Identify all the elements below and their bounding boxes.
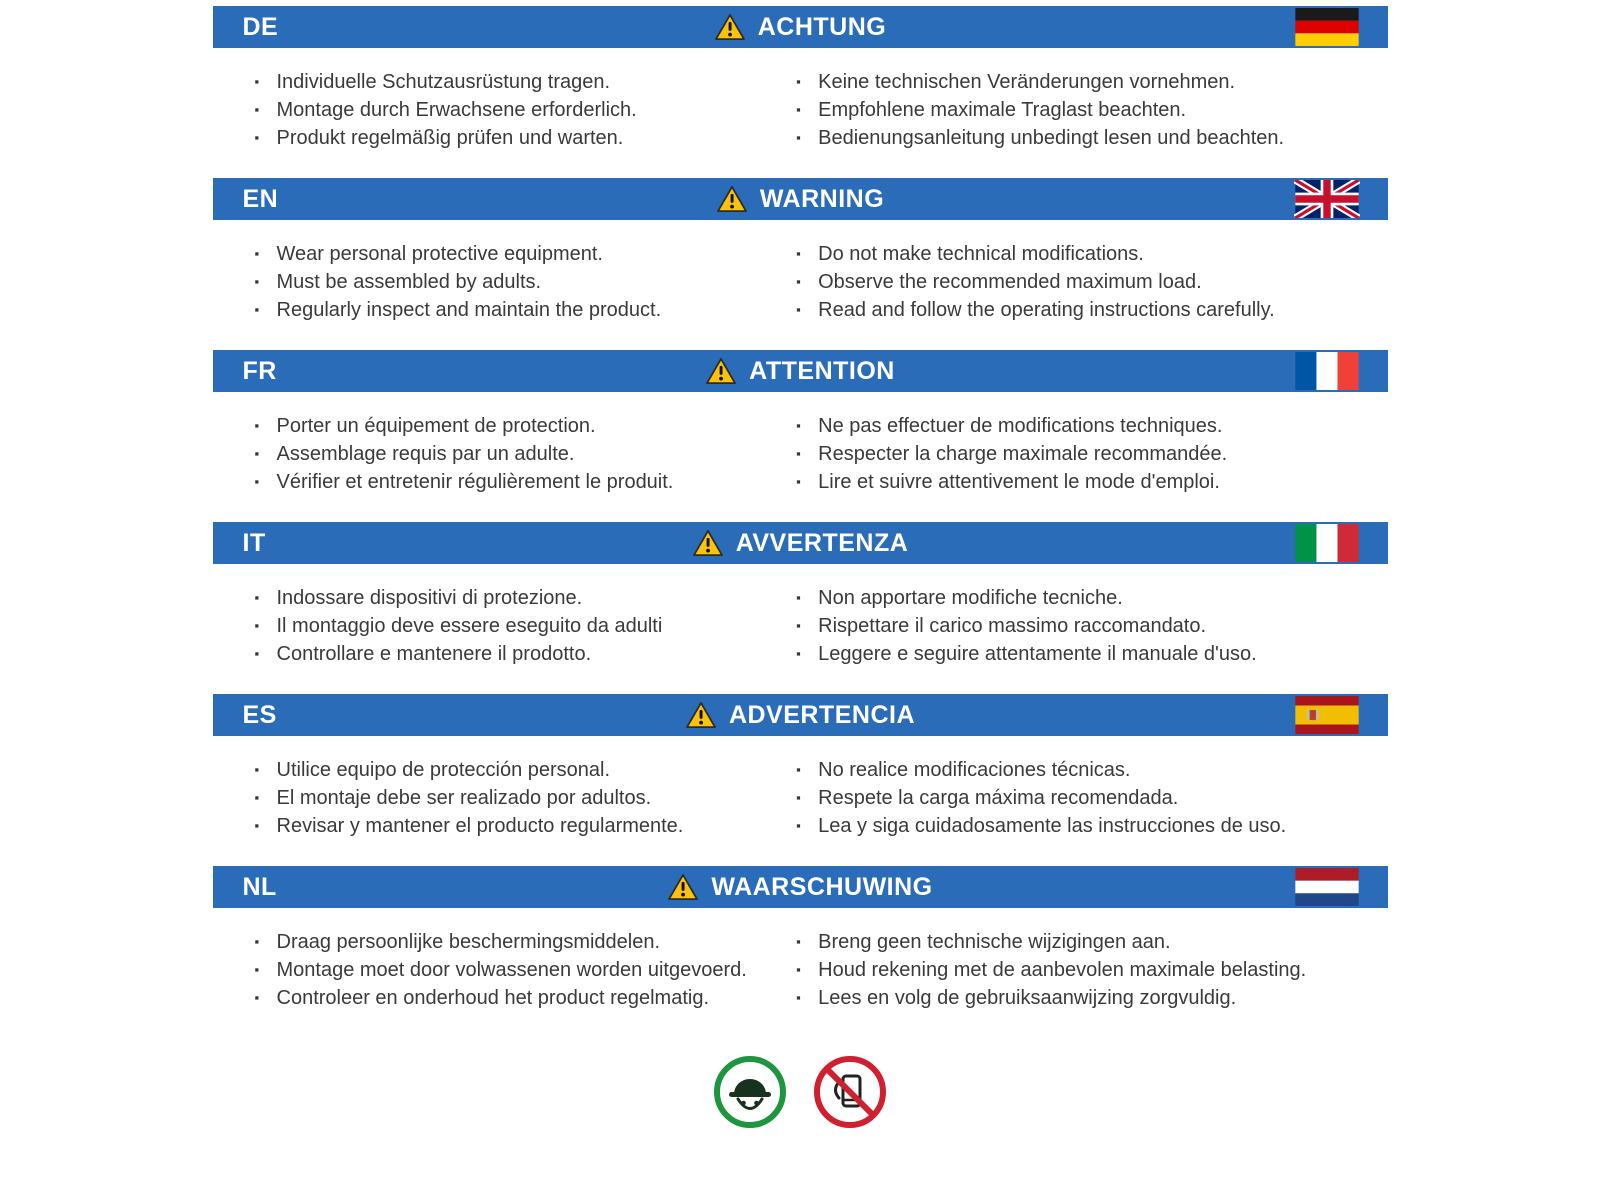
section-bullets bbox=[213, 220, 1388, 350]
bullet-item: ▪ Revisar y mantener el producto regularmente. bbox=[255, 812, 795, 840]
bullet-item: ▪ Empfohlene maximale Traglast beachten. bbox=[796, 96, 1387, 124]
bullet-item: ▪ Assemblage requis par un adulte. bbox=[255, 440, 795, 468]
bullet-item: ▪ Utilice equipo de protección personal. bbox=[255, 756, 795, 784]
section-de bbox=[213, 6, 1388, 178]
bullet-item: ▪ Porter un équipement de protection. bbox=[255, 412, 795, 440]
bullet-item: ▪ Vérifier et entretenir régulièrement le produit. bbox=[255, 468, 795, 496]
bullet-item: ▪ Montage durch Erwachsene erforderlich. bbox=[255, 96, 795, 124]
section-title bbox=[667, 873, 932, 902]
language-code: NL bbox=[242, 872, 277, 901]
uk-flag-icon bbox=[1294, 180, 1360, 218]
bullet-item: ▪ Produkt regelmäßig prüfen und warten. bbox=[255, 124, 795, 152]
bullet-item: ▪ Keine technischen Veränderungen vornehmen. bbox=[796, 68, 1387, 96]
bullet-item: ▪ Draag persoonlijke beschermingsmiddelen. bbox=[255, 928, 795, 956]
section-nl bbox=[213, 866, 1388, 1038]
bullet-item: ▪ Bedienungsanleitung unbedingt lesen und beachten. bbox=[796, 124, 1387, 152]
bullet-item: ▪ Leggere e seguire attentamente il manuale d'uso. bbox=[796, 640, 1387, 668]
bullet-item: ▪ Controleer en onderhoud het product regelmatig. bbox=[255, 984, 795, 1012]
warning-triangle-icon bbox=[716, 185, 748, 213]
section-title bbox=[705, 357, 895, 386]
section-bullets bbox=[213, 48, 1388, 178]
germany-flag-icon bbox=[1294, 8, 1360, 46]
warning-word: WARNING bbox=[759, 184, 885, 213]
warning-triangle-icon bbox=[692, 529, 724, 557]
safety-pictograms bbox=[213, 1054, 1388, 1130]
section-en bbox=[213, 178, 1388, 350]
bullet-item: ▪ Read and follow the operating instructions carefully. bbox=[796, 296, 1387, 324]
spain-flag-icon bbox=[1294, 696, 1360, 734]
bullet-item: ▪ Il montaggio deve essere eseguito da adulti bbox=[255, 612, 795, 640]
section-bullets bbox=[213, 564, 1388, 694]
section-header bbox=[213, 866, 1388, 908]
bullet-item: ▪ Regularly inspect and maintain the product. bbox=[255, 296, 795, 324]
section-title bbox=[714, 13, 887, 42]
bullet-item: ▪ Breng geen technische wijzigingen aan. bbox=[796, 928, 1387, 956]
bullet-item: ▪ Respecter la charge maximale recommandée. bbox=[796, 440, 1387, 468]
italy-flag-icon bbox=[1294, 524, 1360, 562]
warning-word: ACHTUNG bbox=[757, 12, 887, 41]
bullet-item: ▪ Indossare dispositivi di protezione. bbox=[255, 584, 795, 612]
warning-triangle-icon bbox=[705, 357, 737, 385]
warning-word: ATTENTION bbox=[749, 356, 895, 385]
section-header bbox=[213, 694, 1388, 736]
netherlands-flag-icon bbox=[1294, 868, 1360, 906]
language-code: EN bbox=[242, 184, 279, 213]
wear-helmet-mandatory-icon bbox=[712, 1054, 788, 1130]
france-flag-icon bbox=[1294, 352, 1360, 390]
multilingual-warning-sheet bbox=[213, 0, 1388, 1130]
bullet-item: ▪ Do not make technical modifications. bbox=[796, 240, 1387, 268]
section-header bbox=[213, 522, 1388, 564]
warning-word: AVVERTENZA bbox=[735, 528, 909, 557]
language-code: DE bbox=[242, 12, 279, 41]
section-header bbox=[213, 6, 1388, 48]
bullet-item: ▪ Lire et suivre attentivement le mode d'emploi. bbox=[796, 468, 1387, 496]
warning-triangle-icon bbox=[685, 701, 717, 729]
warning-word: WAARSCHUWING bbox=[711, 872, 933, 901]
bullet-item: ▪ Individuelle Schutzausrüstung tragen. bbox=[255, 68, 795, 96]
language-code: FR bbox=[242, 356, 277, 385]
section-header bbox=[213, 350, 1388, 392]
bullet-item: ▪ Must be assembled by adults. bbox=[255, 268, 795, 296]
bullet-item: ▪ Respete la carga máxima recomendada. bbox=[796, 784, 1387, 812]
bullet-item: ▪ No realice modificaciones técnicas. bbox=[796, 756, 1387, 784]
bullet-item: ▪ Houd rekening met de aanbevolen maximale belasting. bbox=[796, 956, 1387, 984]
no-electronic-devices-icon bbox=[812, 1054, 888, 1130]
bullet-item: ▪ Lees en volg de gebruiksaanwijzing zorgvuldig. bbox=[796, 984, 1387, 1012]
bullet-item: ▪ Wear personal protective equipment. bbox=[255, 240, 795, 268]
section-es bbox=[213, 694, 1388, 866]
section-bullets bbox=[213, 908, 1388, 1038]
section-title bbox=[716, 185, 884, 214]
section-it bbox=[213, 522, 1388, 694]
section-title bbox=[692, 529, 909, 558]
warning-word: ADVERTENCIA bbox=[728, 700, 916, 729]
bullet-item: ▪ El montaje debe ser realizado por adultos. bbox=[255, 784, 795, 812]
bullet-item: ▪ Rispettare il carico massimo raccomandato. bbox=[796, 612, 1387, 640]
bullet-item: ▪ Non apportare modifiche tecniche. bbox=[796, 584, 1387, 612]
language-code: ES bbox=[242, 700, 277, 729]
section-bullets bbox=[213, 736, 1388, 866]
warning-triangle-icon bbox=[667, 873, 699, 901]
bullet-item: ▪ Lea y siga cuidadosamente las instrucciones de uso. bbox=[796, 812, 1387, 840]
language-code: IT bbox=[242, 528, 266, 557]
bullet-item: ▪ Ne pas effectuer de modifications techniques. bbox=[796, 412, 1387, 440]
section-title bbox=[685, 701, 915, 730]
section-header bbox=[213, 178, 1388, 220]
bullet-item: ▪ Observe the recommended maximum load. bbox=[796, 268, 1387, 296]
bullet-item: ▪ Montage moet door volwassenen worden uitgevoerd. bbox=[255, 956, 795, 984]
warning-triangle-icon bbox=[714, 13, 746, 41]
section-bullets bbox=[213, 392, 1388, 522]
section-fr bbox=[213, 350, 1388, 522]
bullet-item: ▪ Controllare e mantenere il prodotto. bbox=[255, 640, 795, 668]
